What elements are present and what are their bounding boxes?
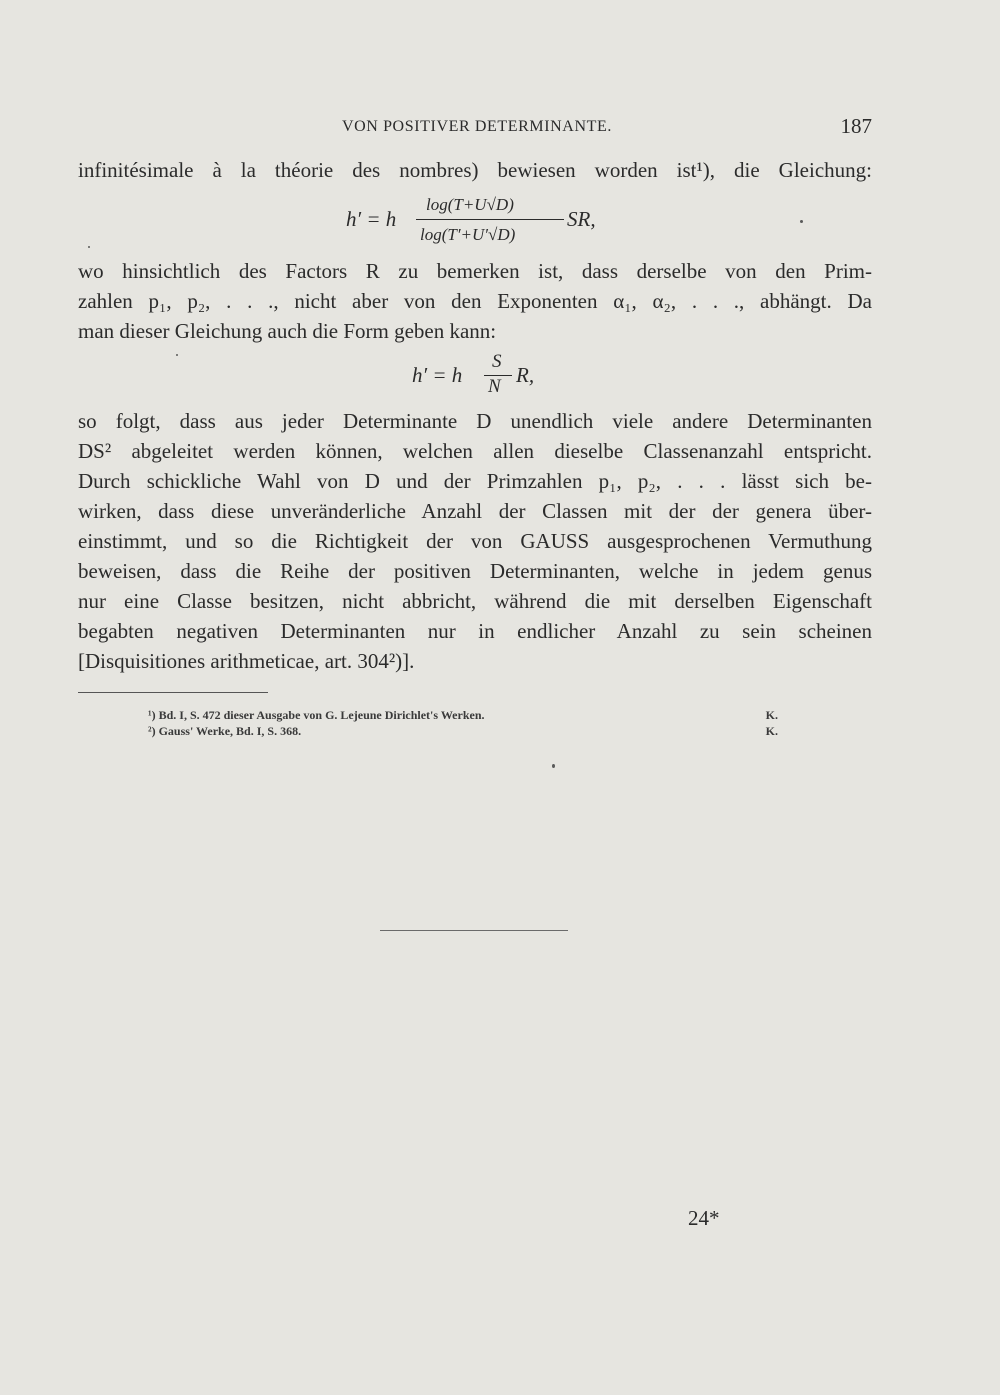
printer-signature: 24* [688,1206,720,1230]
formula-1-rhs: SR, [567,207,596,231]
footnote-2 [148,723,778,739]
running-head [78,114,872,140]
page-number: 187 [840,114,872,138]
paragraph-line-1: so folgt, dass aus jeder Determinante D unendlich viele andere Determinanten [78,409,872,433]
paper-speck [552,764,555,768]
body-line-3: zahlen p₁, p₂, . . ., nicht aber von den Exponenten α₁, α₂, . . ., abhängt. Da [78,289,872,313]
footnote-2-text: ²) Gauss' Werke, Bd. I, S. 368. [148,724,302,738]
footnote-2-mark: K. [765,724,778,738]
footnote-1 [148,707,778,723]
paper-speck [88,246,90,248]
footnote-1-text: ¹) Bd. I, S. 472 dieser Ausgabe von G. Lejeune Dirichlet's Werken. [148,708,485,722]
paragraph-line-8: begabten negativen Determinanten nur in endlicher Anzahl zu sein scheinen [78,619,872,643]
paper-speck [176,354,178,356]
paragraph-line-2: DS² abgeleitet werden können, welchen allen dieselbe Classenanzahl entspricht. [78,439,872,463]
body-line-4: man dieser Gleichung auch die Form geben kann: [78,319,497,343]
formula-1-denominator: log(T′+U′√D) [420,225,516,244]
formula-2-rhs: R, [516,363,535,387]
end-rule [380,930,568,931]
paragraph-line-6: beweisen, dass die Reihe der positiven Determinanten, welche in jedem genus [78,559,872,583]
footnote-1-mark: K. [765,708,778,722]
paragraph-line-7: nur eine Classe besitzen, nicht abbricht, während die mit derselben Eigenschaft [78,589,872,613]
formula-2-lhs: h′ = h [412,363,463,387]
running-head-title: VON POSITIVER DETERMINANTE. [342,118,612,135]
formula-1-fraction-bar [416,219,564,220]
paper-speck [800,220,803,223]
paragraph-line-3: Durch schickliche Wahl von D und der Primzahlen p₁, p₂, . . . lässt sich be- [78,469,872,493]
formula-1-numerator: log(T+U√D) [426,195,514,214]
formula-1-lhs: h′ = h [346,207,397,231]
paragraph-line-4: wirken, dass diese unveränderliche Anzahl der Classen mit der der genera über- [78,499,872,523]
formula-2-denominator: N [488,376,501,397]
body-line-2: wo hinsichtlich des Factors R zu bemerken ist, dass derselbe von den Prim- [78,259,872,283]
body-line-1: infinitésimale à la théorie des nombres) bewiesen worden ist¹), die Gleichung: [78,158,872,182]
paragraph-line-9: [Disquisitiones arithmeticae, art. 304²)]. [78,649,415,673]
footnote-separator [78,692,268,693]
formula-2-numerator: S [492,351,502,372]
paragraph-line-5: einstimmt, und so die Richtigkeit der von GAUSS ausgesprochenen Vermuthung [78,529,872,553]
